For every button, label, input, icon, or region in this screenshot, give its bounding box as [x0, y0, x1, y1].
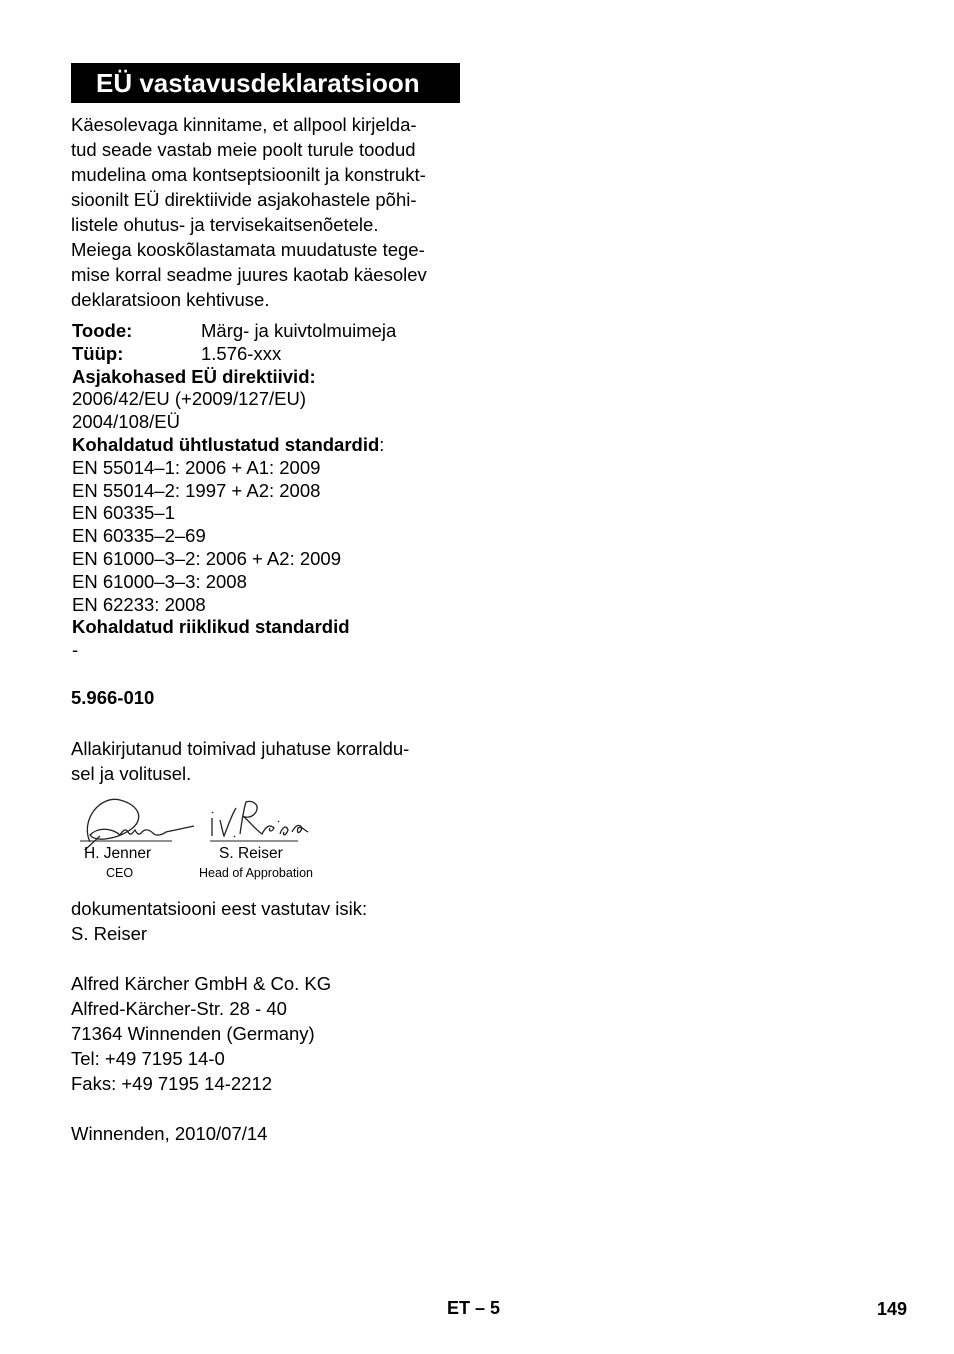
harmonized-heading-row — [72, 434, 462, 457]
directives-heading: Asjakohased EÜ direktiivid: — [72, 365, 316, 387]
signature-statement — [71, 736, 409, 786]
product-label: Toode: — [72, 320, 133, 341]
signatory-role: Head of Approbation — [199, 866, 313, 880]
national-value: - — [72, 639, 79, 661]
intro-line: sioonilt EÜ direktiivide asjakohastele põhi- — [71, 189, 417, 210]
national-heading: Kohaldatud riiklikud standardid — [72, 616, 350, 638]
spec-block — [72, 320, 462, 662]
address-line: Faks: +49 7195 14-2212 — [71, 1073, 273, 1094]
address-line: 71364 Winnenden (Germany) — [71, 1023, 315, 1044]
signatory-role: CEO — [106, 866, 134, 880]
handwritten-signature-reiser — [60, 790, 360, 850]
address-line: Alfred Kärcher GmbH & Co. KG — [71, 973, 332, 994]
footer-section: ET – 5 — [447, 1298, 501, 1318]
standard-item: EN 61000–3–3: 2008 — [72, 570, 247, 592]
intro-line: Meiega kooskõlastamata muudatuste tege- — [71, 239, 425, 260]
documentation-person-label: dokumentatsiooni eest vastutav isik: — [71, 898, 368, 919]
address-line: Alfred-Kärcher-Str. 28 - 40 — [71, 998, 287, 1019]
intro-line: mudelina oma kontseptsioonilt ja konstrukt- — [71, 164, 426, 185]
standard-item: EN 62233: 2008 — [72, 593, 206, 615]
standard-item: EN 55014–1: 2006 + A1: 2009 — [72, 456, 321, 478]
page-number: 149 — [877, 1299, 908, 1319]
documentation-person-name: S. Reiser — [71, 923, 148, 944]
standard-item: EN 55014–2: 1997 + A2: 2008 — [72, 479, 321, 501]
type-row — [72, 343, 462, 366]
product-row — [72, 320, 462, 343]
signatory-name: H. Jenner — [84, 845, 152, 862]
documentation-person — [71, 896, 367, 946]
intro-line: listele ohutus- ja tervisekaitsenõetele. — [71, 214, 379, 235]
signature-block — [60, 790, 360, 890]
intro-line: mise korral seadme juures kaotab käesolev — [71, 264, 427, 285]
type-value: 1.576-xxx — [201, 342, 282, 364]
signature-statement-line: Allakirjutanud toimivad juhatuse korraldu- — [71, 738, 410, 759]
directive-item: 2006/42/EU (+2009/127/EU) — [72, 388, 306, 410]
signature-statement-line: sel ja volitusel. — [71, 763, 192, 784]
page-title: EÜ vastavusdeklaratsioon — [71, 63, 460, 103]
signatory-name: S. Reiser — [219, 845, 283, 862]
standard-item: EN 61000–3–2: 2006 + A2: 2009 — [72, 547, 341, 569]
standard-item: EN 60335–2–69 — [72, 525, 206, 547]
directive-item: 2004/108/EÜ — [72, 411, 181, 433]
harmonized-heading: Kohaldatud ühtlustatud standardid — [72, 433, 380, 455]
intro-line: deklaratsioon kehtivuse. — [71, 289, 270, 310]
place-date: Winnenden, 2010/07/14 — [71, 1123, 268, 1144]
intro-paragraph — [71, 112, 466, 312]
company-address — [71, 971, 331, 1096]
harmonized-colon: : — [379, 433, 385, 455]
standard-item: EN 60335–1 — [72, 502, 175, 524]
part-number: 5.966-010 — [71, 687, 155, 708]
product-value: Märg- ja kuivtolmuimeja — [201, 320, 397, 341]
intro-line: tud seade vastab meie poolt turule toodud — [71, 139, 416, 160]
address-line: Tel: +49 7195 14-0 — [71, 1048, 225, 1069]
type-label: Tüüp: — [72, 342, 124, 364]
intro-line: Käesolevaga kinnitame, et allpool kirjelda- — [71, 114, 417, 135]
